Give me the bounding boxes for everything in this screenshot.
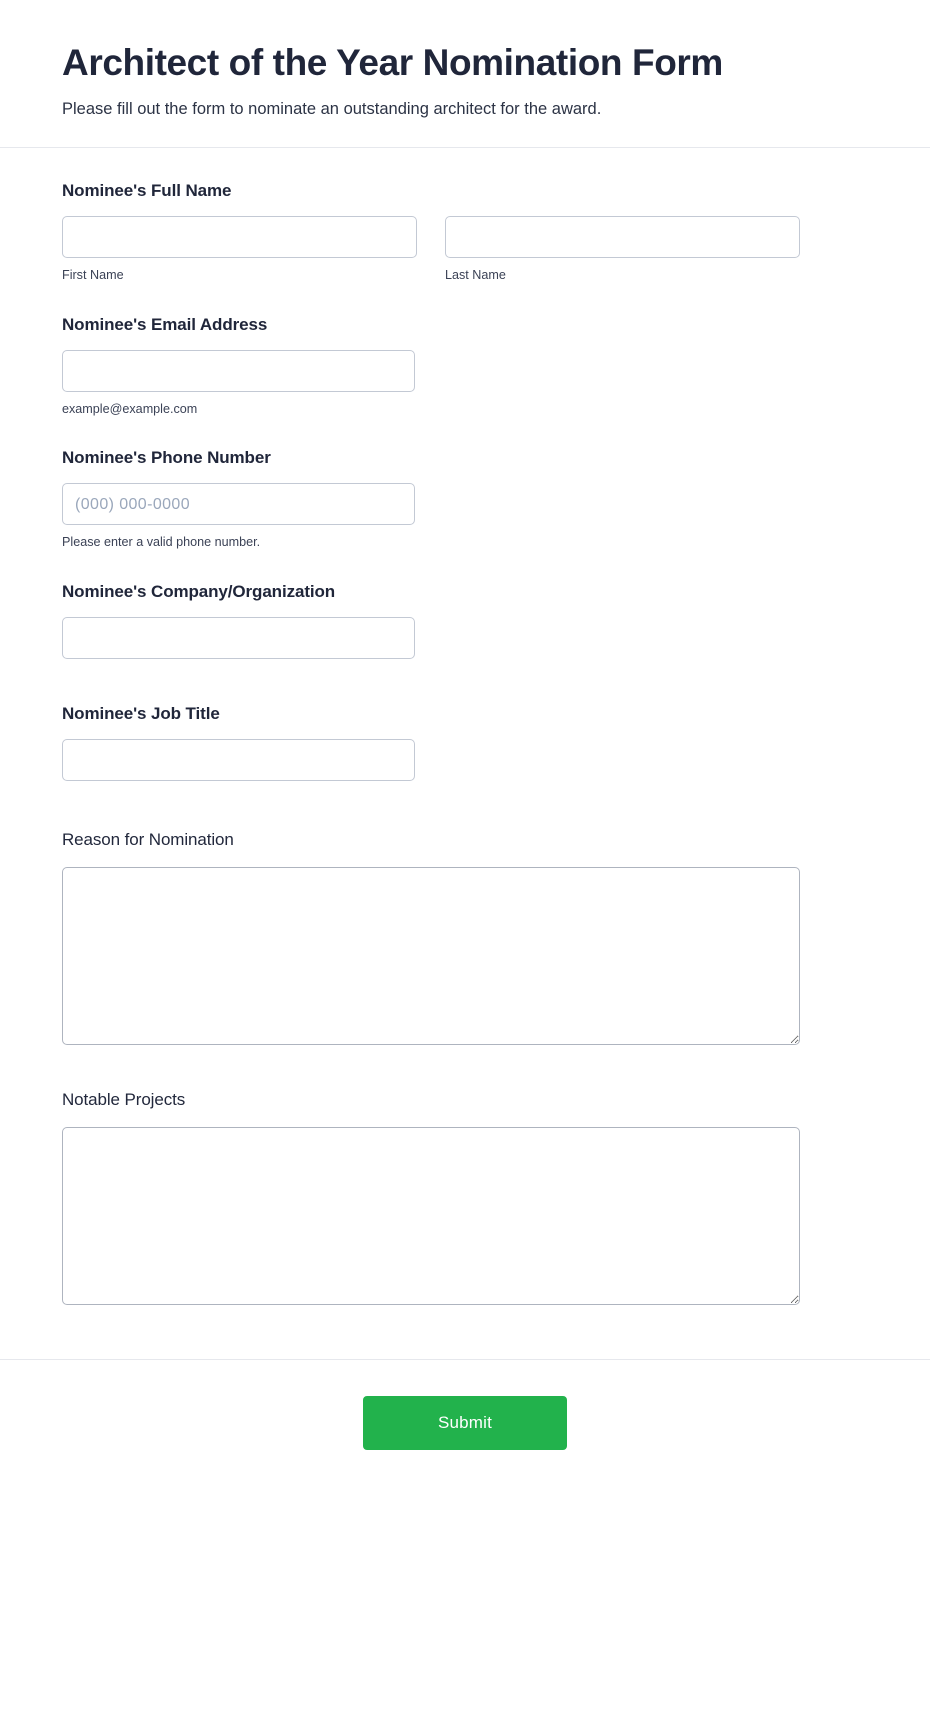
field-label-notable-projects: Notable Projects bbox=[62, 1089, 186, 1109]
field-label-phone: Nominee's Phone Number bbox=[62, 448, 271, 468]
job-title-input[interactable] bbox=[62, 739, 415, 781]
field-reason bbox=[62, 829, 868, 1045]
field-label-full-name: Nominee's Full Name bbox=[62, 181, 232, 201]
reason-textarea[interactable] bbox=[62, 867, 800, 1045]
first-name-column bbox=[62, 216, 417, 283]
page-subtitle: Please fill out the form to nominate an outstanding architect for the award. bbox=[62, 100, 602, 119]
field-full-name bbox=[62, 180, 868, 283]
field-label-email: Nominee's Email Address bbox=[62, 314, 268, 334]
last-name-sublabel: Last Name bbox=[445, 268, 506, 283]
full-name-row bbox=[62, 216, 868, 283]
field-email bbox=[62, 314, 868, 417]
notable-projects-textarea[interactable] bbox=[62, 1127, 800, 1305]
first-name-input[interactable] bbox=[62, 216, 417, 258]
field-phone bbox=[62, 447, 868, 550]
field-company bbox=[62, 581, 868, 659]
page-title: Architect of the Year Nomination Form bbox=[62, 42, 723, 83]
field-label-company: Nominee's Company/Organization bbox=[62, 581, 336, 601]
form-header bbox=[0, 0, 930, 148]
field-label-job-title: Nominee's Job Title bbox=[62, 703, 220, 723]
phone-input[interactable] bbox=[62, 483, 415, 525]
field-notable-projects bbox=[62, 1089, 868, 1305]
email-input[interactable] bbox=[62, 350, 415, 392]
field-job-title bbox=[62, 703, 868, 781]
email-sublabel: example@example.com bbox=[62, 401, 198, 416]
first-name-sublabel: First Name bbox=[62, 268, 124, 283]
form-body bbox=[0, 148, 930, 1359]
field-label-reason: Reason for Nomination bbox=[62, 829, 234, 849]
submit-button[interactable]: Submit bbox=[363, 1396, 567, 1450]
phone-sublabel: Please enter a valid phone number. bbox=[62, 535, 261, 550]
last-name-column bbox=[445, 216, 800, 283]
company-input[interactable] bbox=[62, 617, 415, 659]
form-footer bbox=[0, 1359, 930, 1494]
last-name-input[interactable] bbox=[445, 216, 800, 258]
